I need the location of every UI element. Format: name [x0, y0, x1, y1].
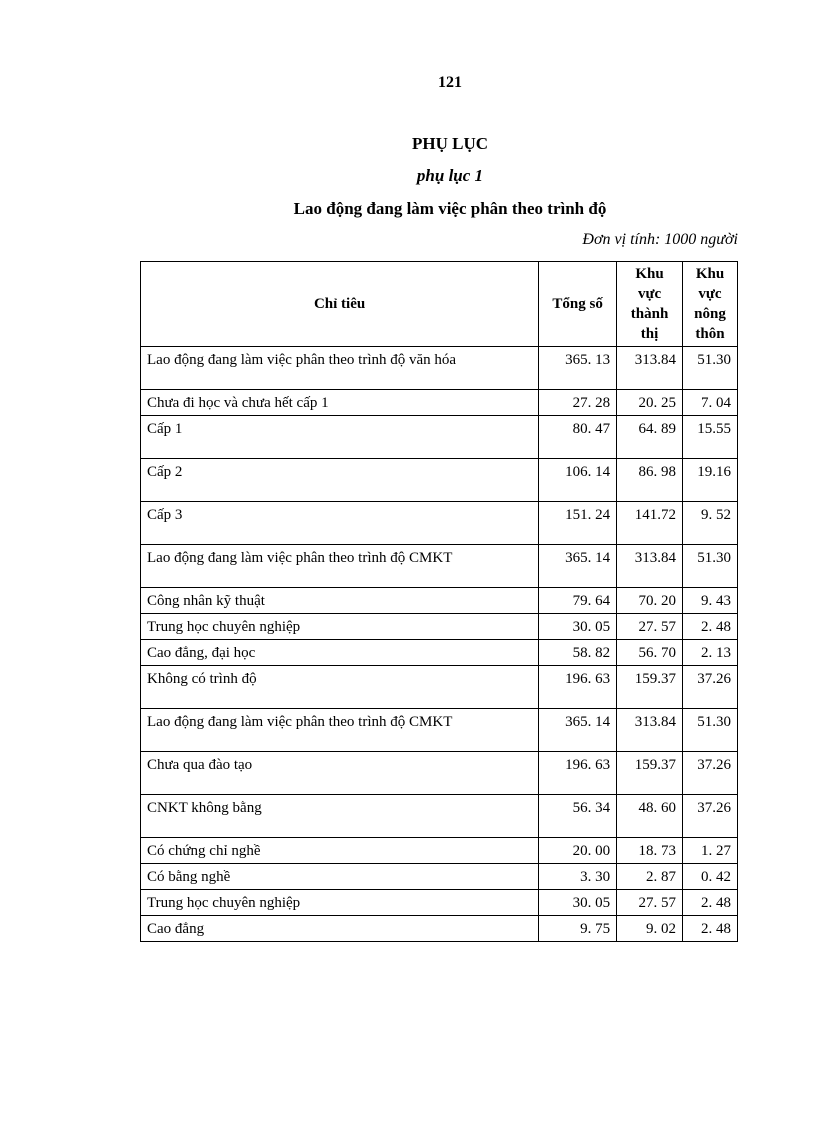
- value-line: 30: [716, 714, 731, 730]
- row-urban: [617, 864, 683, 890]
- row-rural: [683, 890, 738, 916]
- row-rural: [683, 838, 738, 864]
- value-line: 2. 48: [701, 921, 731, 937]
- row-label: Lao động đang làm việc phân theo trình độ CMKT: [141, 709, 539, 752]
- header-line: vực: [698, 286, 722, 302]
- row-rural: [683, 588, 738, 614]
- header-line: nông: [694, 306, 726, 322]
- row-urban: [617, 614, 683, 640]
- row-label: Trung học chuyên nghiệp: [141, 614, 539, 640]
- row-urban: [617, 545, 683, 588]
- value-line: 26: [716, 800, 731, 816]
- header-line: thôn: [695, 326, 725, 342]
- row-rural: [683, 347, 738, 390]
- table-row: [141, 916, 738, 942]
- value-line: 159.: [634, 671, 662, 687]
- row-urban: [617, 416, 683, 459]
- table-row: [141, 640, 738, 666]
- header-line: vực: [637, 286, 662, 302]
- value-line: 37.: [697, 671, 716, 687]
- table-row: [141, 459, 738, 502]
- value-line: 48. 60: [638, 800, 677, 816]
- value-line: 27. 57: [638, 619, 677, 635]
- row-label: Cao đẳng, đại học: [141, 640, 539, 666]
- table-row: [141, 666, 738, 709]
- value-line: 2. 48: [701, 619, 731, 635]
- table-row: [141, 390, 738, 416]
- row-label: Trung học chuyên nghiệp: [141, 890, 539, 916]
- row-total: 30. 05: [539, 614, 617, 640]
- value-line: 7. 04: [701, 395, 731, 411]
- appendix-subtitle: phụ lục 1: [416, 166, 484, 185]
- value-line: 0. 42: [701, 869, 731, 885]
- appendix-title: PHỤ LỤC: [411, 134, 489, 153]
- row-rural: [683, 416, 738, 459]
- value-line: 1. 27: [701, 843, 731, 859]
- value-line: 141.: [634, 507, 662, 523]
- value-line: 313.: [634, 714, 662, 730]
- value-line: 72: [661, 507, 677, 523]
- row-rural: [683, 864, 738, 890]
- value-line: 51.: [697, 714, 716, 730]
- row-total: 196. 63: [539, 752, 617, 795]
- row-urban: [617, 795, 683, 838]
- value-line: 15.: [697, 421, 716, 437]
- row-urban: [617, 347, 683, 390]
- header-line: Khu: [635, 266, 664, 282]
- value-line: 64. 89: [638, 421, 677, 437]
- value-line: 84: [661, 352, 677, 368]
- row-label: Cấp 2: [141, 459, 539, 502]
- value-line: 2. 87: [646, 869, 677, 885]
- row-total: 106. 14: [539, 459, 617, 502]
- table-title: Lao động đang làm việc phân theo trình độ: [293, 199, 607, 218]
- value-line: 9. 43: [701, 593, 731, 609]
- table-row: [141, 864, 738, 890]
- value-line: 26: [716, 671, 731, 687]
- row-rural: [683, 666, 738, 709]
- row-urban: [617, 709, 683, 752]
- row-rural: [683, 795, 738, 838]
- header-urban: [617, 262, 683, 347]
- row-total: 20. 00: [539, 838, 617, 864]
- row-label: Lao động đang làm việc phân theo trình độ CMKT: [141, 545, 539, 588]
- header-total: Tổng số: [539, 262, 617, 347]
- row-rural: [683, 545, 738, 588]
- row-label: Cao đẳng: [141, 916, 539, 942]
- row-rural: [683, 640, 738, 666]
- row-rural: [683, 709, 738, 752]
- row-urban: [617, 390, 683, 416]
- row-label: Lao động đang làm việc phân theo trình độ văn hóa: [141, 347, 539, 390]
- value-line: 2. 13: [701, 645, 731, 661]
- header-indicator: Chỉ tiêu: [141, 262, 539, 347]
- row-label: Không có trình độ: [141, 666, 539, 709]
- value-line: 51.: [697, 352, 716, 368]
- value-line: 20. 25: [638, 395, 677, 411]
- page-number: 121: [438, 74, 462, 91]
- table-row: [141, 752, 738, 795]
- row-total: 3. 30: [539, 864, 617, 890]
- value-line: 37: [661, 671, 677, 687]
- value-line: 16: [716, 464, 731, 480]
- value-line: 30: [716, 550, 731, 566]
- value-line: 55: [716, 421, 731, 437]
- header-line: thành: [630, 306, 669, 322]
- row-rural: [683, 502, 738, 545]
- row-total: 30. 05: [539, 890, 617, 916]
- row-urban: [617, 666, 683, 709]
- row-label: Có chứng chỉ nghề: [141, 838, 539, 864]
- table-row: [141, 795, 738, 838]
- row-label: Chưa qua đào tạo: [141, 752, 539, 795]
- row-total: 9. 75: [539, 916, 617, 942]
- value-line: 37.: [697, 800, 716, 816]
- row-urban: [617, 752, 683, 795]
- table-row: [141, 502, 738, 545]
- value-line: 313.: [634, 352, 662, 368]
- row-total: 27. 28: [539, 390, 617, 416]
- value-line: 313.: [634, 550, 662, 566]
- row-total: 79. 64: [539, 588, 617, 614]
- row-urban: [617, 640, 683, 666]
- row-label: CNKT không bằng: [141, 795, 539, 838]
- header-line: Khu: [695, 266, 725, 282]
- row-total: 365. 13: [539, 347, 617, 390]
- row-total: 196. 63: [539, 666, 617, 709]
- row-total: 365. 14: [539, 545, 617, 588]
- table-body: [141, 347, 738, 942]
- value-line: 30: [716, 352, 731, 368]
- value-line: 86. 98: [638, 464, 677, 480]
- row-rural: [683, 390, 738, 416]
- table-row: [141, 709, 738, 752]
- value-line: 37.: [697, 757, 716, 773]
- value-line: 159.: [634, 757, 662, 773]
- table-row: [141, 614, 738, 640]
- row-total: 56. 34: [539, 795, 617, 838]
- row-label: Cấp 3: [141, 502, 539, 545]
- row-rural: [683, 916, 738, 942]
- table-row: [141, 347, 738, 390]
- value-line: 9. 02: [646, 921, 677, 937]
- row-urban: [617, 916, 683, 942]
- value-line: 26: [716, 757, 731, 773]
- table-row: [141, 545, 738, 588]
- row-urban: [617, 502, 683, 545]
- row-rural: [683, 752, 738, 795]
- table-row: [141, 890, 738, 916]
- header-rural: [683, 262, 738, 347]
- row-urban: [617, 588, 683, 614]
- table-header-row: [141, 262, 738, 347]
- row-rural: [683, 459, 738, 502]
- value-line: 84: [661, 550, 677, 566]
- table-row: [141, 588, 738, 614]
- labor-table: [140, 261, 738, 942]
- value-line: 2. 48: [701, 895, 731, 911]
- row-label: Chưa đi học và chưa hết cấp 1: [141, 390, 539, 416]
- row-label: Công nhân kỹ thuật: [141, 588, 539, 614]
- table-row: [141, 838, 738, 864]
- row-urban: [617, 838, 683, 864]
- value-line: 37: [661, 757, 677, 773]
- row-total: 151. 24: [539, 502, 617, 545]
- row-urban: [617, 890, 683, 916]
- row-total: 80. 47: [539, 416, 617, 459]
- row-total: 58. 82: [539, 640, 617, 666]
- value-line: 19.: [697, 464, 716, 480]
- row-label: Cấp 1: [141, 416, 539, 459]
- table-row: [141, 416, 738, 459]
- header-line: thị: [640, 326, 659, 342]
- row-total: 365. 14: [539, 709, 617, 752]
- row-label: Có bằng nghề: [141, 864, 539, 890]
- row-rural: [683, 614, 738, 640]
- row-urban: [617, 459, 683, 502]
- value-line: 27. 57: [638, 895, 677, 911]
- value-line: 70. 20: [638, 593, 677, 609]
- unit-note: Đơn vị tính: 1000 người: [582, 231, 738, 248]
- value-line: 51.: [697, 550, 716, 566]
- value-line: 56. 70: [638, 645, 677, 661]
- value-line: 18. 73: [638, 843, 677, 859]
- value-line: 9. 52: [701, 507, 731, 523]
- value-line: 84: [661, 714, 677, 730]
